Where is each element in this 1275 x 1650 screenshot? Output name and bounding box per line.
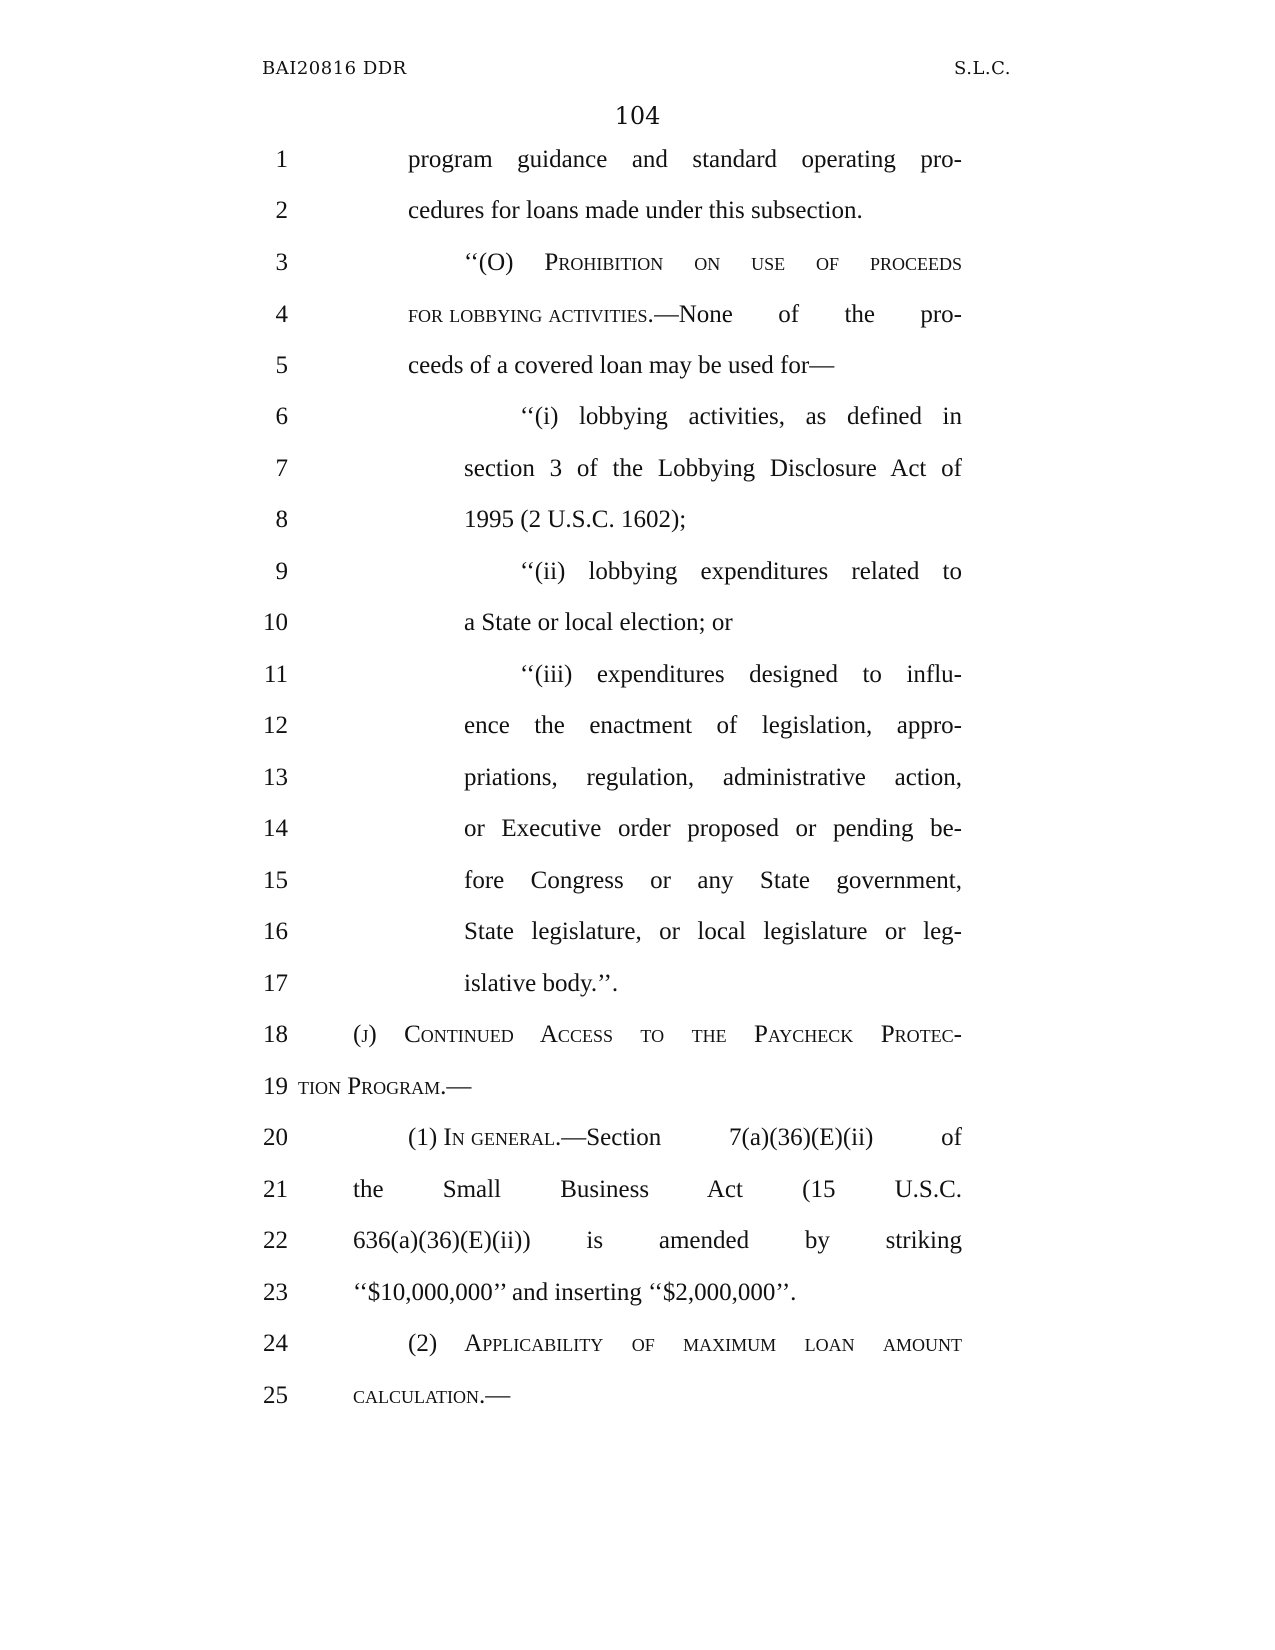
line-text: [408, 1118, 962, 1158]
line-number: 8: [275, 506, 288, 533]
line-number: 7: [275, 455, 288, 482]
line-text: program guidance and standard operating pro-: [408, 146, 962, 173]
line-number: 2: [275, 197, 288, 224]
line-number: 14: [263, 815, 288, 842]
text-line: [0, 1376, 1275, 1416]
line-number: 21: [263, 1176, 288, 1203]
text-line: [0, 449, 1275, 489]
text-line: [0, 1324, 1275, 1364]
line-number: 25: [263, 1382, 288, 1409]
subsection-heading: (j) Continued Access to the Paycheck Protec-: [353, 1021, 962, 1048]
line-text: or Executive order proposed or pending be-: [464, 815, 962, 842]
text-line: [0, 861, 1275, 901]
line-number: 24: [263, 1330, 288, 1357]
text-line: [0, 191, 1275, 231]
line-number: 4: [275, 301, 288, 328]
slc-marker: S.L.C.: [954, 58, 1011, 79]
text-line: [0, 912, 1275, 952]
line-text: 636(a)(36)(E)(ii)) is amended by striking: [353, 1227, 962, 1254]
text-line: [0, 809, 1275, 849]
line-text: section 3 of the Lobbying Disclosure Act of: [464, 455, 962, 482]
line-number: 9: [275, 558, 288, 585]
line-text-rest: —Section 7(a)(36)(E)(ii) of: [561, 1124, 962, 1151]
text-line: [0, 1221, 1275, 1261]
line-text: cedures for loans made under this subsection.: [408, 197, 863, 224]
line-number: 6: [275, 403, 288, 430]
text-line: [0, 1118, 1275, 1158]
paragraph-heading: (1) In general.: [408, 1124, 562, 1151]
text-line: [0, 243, 1275, 283]
line-text: ceeds of a covered loan may be used for—: [408, 352, 835, 379]
text-line: [0, 500, 1275, 540]
line-number: 23: [263, 1279, 288, 1306]
subsection-heading: tion Program.—: [298, 1073, 472, 1100]
text-line: [0, 397, 1275, 437]
line-number: 3: [275, 249, 288, 276]
paragraph-heading: calculation.—: [353, 1382, 511, 1409]
subparagraph-heading: ‘‘(O) Prohibition on use of proceeds: [464, 249, 962, 276]
text-line: [0, 706, 1275, 746]
line-number: 22: [263, 1227, 288, 1254]
text-line: [0, 603, 1275, 643]
paragraph-heading: (2) Applicability of maximum loan amount: [408, 1330, 962, 1357]
line-text: 1995 (2 U.S.C. 1602);: [464, 506, 687, 533]
line-number: 20: [263, 1124, 288, 1151]
line-number: 15: [263, 867, 288, 894]
line-number: 19: [263, 1073, 288, 1100]
line-text: the Small Business Act (15 U.S.C.: [353, 1176, 962, 1203]
line-text: ‘‘(ii) lobbying expenditures related to: [520, 558, 962, 585]
line-text: ‘‘$10,000,000’’ and inserting ‘‘$2,000,000’’.: [353, 1279, 797, 1306]
text-line: [0, 1067, 1275, 1107]
text-line: [0, 1170, 1275, 1210]
text-line: [0, 140, 1275, 180]
line-text: ‘‘(iii) expenditures designed to influ-: [520, 661, 962, 688]
subparagraph-heading: for lobbying activities.: [408, 301, 654, 328]
text-line: [0, 758, 1275, 798]
line-number: 17: [263, 970, 288, 997]
text-line: [0, 552, 1275, 592]
line-number: 13: [263, 764, 288, 791]
line-text: priations, regulation, administrative action,: [464, 764, 962, 791]
line-number: 12: [263, 712, 288, 739]
line-number: 1: [275, 146, 288, 173]
line-text: fore Congress or any State government,: [464, 867, 962, 894]
line-text: islative body.’’.: [464, 970, 619, 997]
document-id: BAI20816 DDR: [262, 58, 407, 79]
text-line: [0, 1015, 1275, 1055]
text-line: [0, 964, 1275, 1004]
line-number: 5: [275, 352, 288, 379]
line-number: 18: [263, 1021, 288, 1048]
line-text: ence the enactment of legislation, appro-: [464, 712, 962, 739]
page-number: 104: [614, 102, 661, 130]
text-line: [0, 655, 1275, 695]
line-number: 10: [263, 609, 288, 636]
text-line: [0, 295, 1275, 335]
line-text-rest: —None of the pro-: [653, 301, 962, 328]
line-text: ‘‘(i) lobbying activities, as defined in: [520, 403, 962, 430]
line-text: [408, 295, 962, 335]
text-line: [0, 346, 1275, 386]
line-text: a State or local election; or: [464, 609, 733, 636]
line-text: State legislature, or local legislature or leg-: [464, 918, 962, 945]
line-number: 11: [263, 661, 288, 688]
line-number: 16: [263, 918, 288, 945]
text-line: [0, 1273, 1275, 1313]
